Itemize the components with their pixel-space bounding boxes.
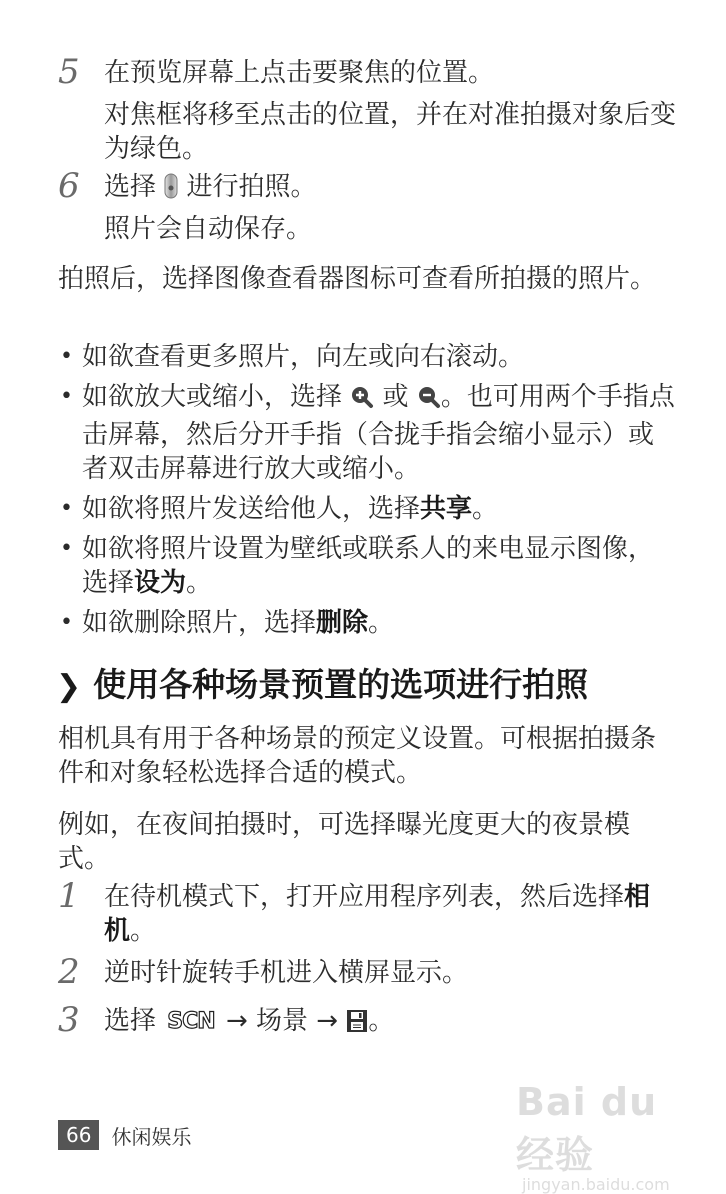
baidu-watermark <box>516 1080 706 1194</box>
step-1: 1 在待机模式下，打开应用程序列表，然后选择相机。 <box>58 876 651 946</box>
list-item: • 如欲将照片设置为壁纸或联系人的来电显示图像，选择设为。 <box>60 534 655 598</box>
intro-paragraph: 拍照后，选择图像查看器图标可查看所拍摄的照片。 <box>58 264 657 294</box>
step-number: 6 <box>58 166 80 206</box>
scn-mode-icon: SCN <box>167 1009 215 1034</box>
step-text-post: 进行拍照。 <box>186 172 317 202</box>
zoom-in-icon <box>350 384 374 418</box>
zoom-out-icon <box>417 384 441 418</box>
step-number: 3 <box>58 1000 80 1040</box>
step-6 <box>58 166 678 246</box>
step-subtext: 对焦框将移至点击的位置，并在对准拍摄对象后变为绿色。 <box>104 100 677 164</box>
step-3: 3 选择 SCN → 场景 → 。 <box>58 1000 395 1040</box>
step-number: 2 <box>58 952 80 992</box>
list-item: • 如欲放大或缩小，选择 或 。也可用两个手指点击屏幕，然后分开手指（合拢手指会缩小显示）或者双击屏幕进行放大或缩小。 <box>60 382 675 484</box>
chevron-right-icon: ❯ <box>56 669 82 704</box>
section-heading: ❯ 使用各种场景预置的选项进行拍照 <box>56 662 696 710</box>
list-item: • 如欲删除照片，选择删除。 <box>60 608 395 638</box>
watermark-logo: Bai du 经验 <box>516 1080 658 1177</box>
watermark-url: jingyan.baidu.com <box>522 1175 670 1194</box>
step-text: 在预览屏幕上点击要聚焦的位置。 <box>104 58 495 88</box>
bullet-list <box>58 340 678 640</box>
step-text-mid: 场景 <box>256 1006 309 1036</box>
step-bold-term: 相机 <box>104 882 651 946</box>
list-item: • 如欲将照片发送给他人，选择共享。 <box>60 494 499 524</box>
step-text-pre: 选择 <box>104 172 157 202</box>
step-subtext: 照片会自动保存。 <box>104 214 313 244</box>
step-text: 在待机模式下，打开应用程序列表，然后选择 <box>104 882 625 912</box>
section-paragraph-1: 相机具有用于各种场景的预定义设置。可根据拍摄条件和对象轻松选择合适的模式。 <box>58 724 657 788</box>
page-footer <box>58 1120 191 1150</box>
arrow: → <box>316 1006 339 1036</box>
page-number: 66 <box>58 1120 99 1150</box>
section-paragraph-2: 例如，在夜间拍摄时，可选择曝光度更大的夜景模式。 <box>58 810 631 874</box>
list-item: • 如欲查看更多照片，向左或向右滚动。 <box>60 342 525 372</box>
step-5 <box>58 52 678 166</box>
arrow: → <box>225 1006 248 1036</box>
step-number: 1 <box>58 876 80 916</box>
step-text-pre: 选择 <box>104 1006 157 1036</box>
step-text: 逆时针旋转手机进入横屏显示。 <box>104 958 469 988</box>
save-icon <box>346 1008 368 1042</box>
footer-section-title: 休闲娱乐 <box>111 1124 192 1149</box>
step-2 <box>58 952 678 992</box>
step-number: 5 <box>58 52 80 92</box>
shutter-button-icon <box>164 173 178 208</box>
